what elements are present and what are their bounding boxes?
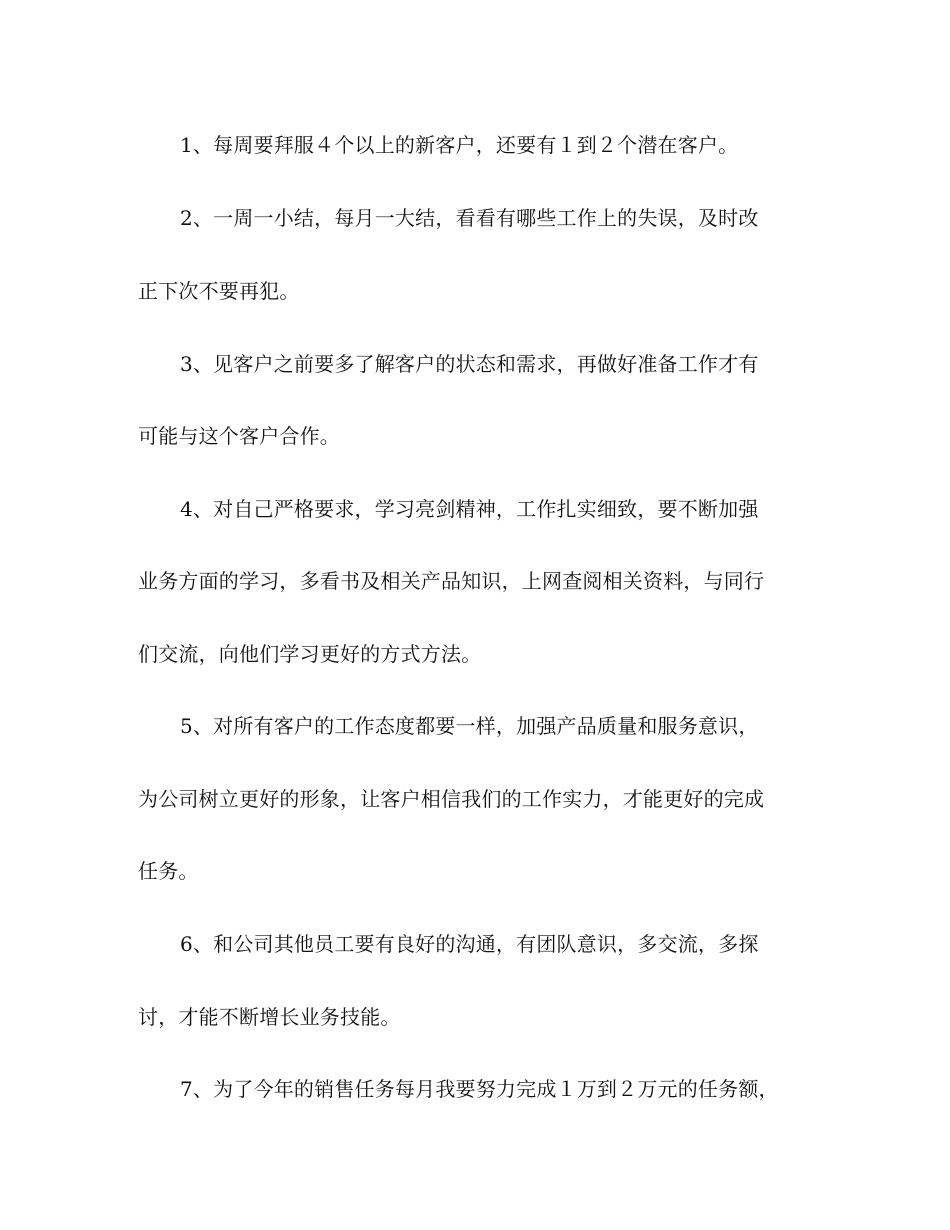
paragraph-4-line-2: 业务方面的学习，多看书及相关产品知识，上网查阅相关资料，与同行 [138,569,765,593]
paragraph-5-line-1: 5、对所有客户的工作态度都要一样，加强产品质量和服务意识， [180,714,759,738]
paragraph-4-line-1: 4、对自己严格要求，学习亮剑精神，工作扎实细致，要不断加强 [180,497,759,521]
paragraph-7-line-1: 7、为了今年的销售任务每月我要努力完成１万到２万元的任务额， [180,1077,779,1101]
paragraph-6-line-1: 6、和公司其他员工要有良好的沟通，有团队意识，多交流，多探 [180,932,759,956]
paragraph-4-line-3: 们交流，向他们学习更好的方式方法。 [138,642,482,666]
paragraph-2-line-1: 2、一周一小结，每月一大结，看看有哪些工作上的失误，及时改 [180,206,759,230]
paragraph-5-line-3: 任务。 [138,859,199,883]
paragraph-2-line-2: 正下次不要再犯。 [138,279,300,303]
paragraph-5-line-2: 为公司树立更好的形象，让客户相信我们的工作实力，才能更好的完成 [138,787,765,811]
paragraph-3-line-1: 3、见客户之前要多了解客户的状态和需求，再做好准备工作才有 [180,352,759,376]
paragraph-1-line-1: 1、每周要拜服４个以上的新客户，还要有１到２个潜在客户。 [180,133,739,157]
paragraph-6-line-2: 讨，才能不断增长业务技能。 [138,1005,401,1029]
paragraph-3-line-2: 可能与这个客户合作。 [138,424,340,448]
